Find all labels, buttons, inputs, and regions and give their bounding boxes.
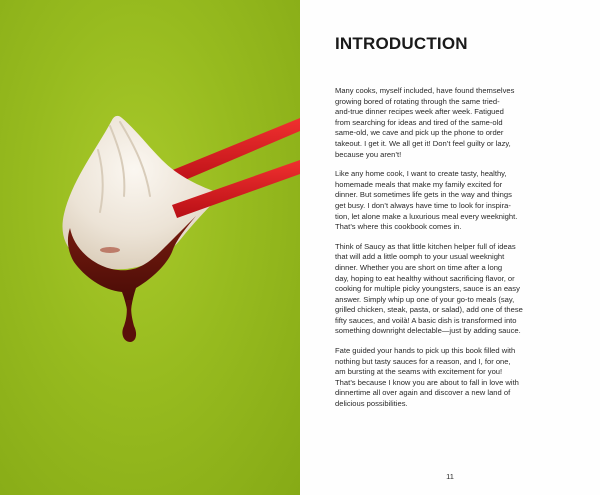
- body-text: [335, 86, 580, 410]
- text-page: [300, 0, 600, 495]
- paragraph-2: Like any home cook, I want to create tasty, healthy, homemade meals that make my family excited for dinner. But sometimes life gets in the way and things get busy. I don’t always have time to look for inspira- tion, let alone make a luxurious meal every weeknight. That’s where this cookbook comes in.: [335, 169, 518, 232]
- paragraph-4: Fate guided your hands to pick up this book filled with nothing but tasty sauces for a reason, and I, for one, am bursting at the seams with excitement for you! That’s because I know you are about to fall in love with dinnertime all over again and discover a new land of delicious possibilities.: [335, 346, 519, 409]
- dumpling: [62, 116, 222, 269]
- sauce-drip: [122, 300, 136, 342]
- page-title: INTRODUCTION: [335, 34, 468, 53]
- page-number: 11: [446, 472, 454, 481]
- paragraph-3: Think of Saucy as that little kitchen helper full of ideas that will add a little oomph to your usual weeknight dinner. Whether you are short on time after a long day, hoping to eat healthy without sacrificing flavor, or cooking for multiple picky youngsters, sauce is an easy answer. Simply whip up one of your go-to meals (say, grilled chicken, steak, pasta, or salad), add one of these fifty sauces, and voilà! A basic dish is transformed into something downright delectable—just by adding sauce.: [335, 241, 523, 336]
- paragraph-1: Many cooks, myself included, have found themselves growing bored of rotating through the same tried- and-true dinner recipes week after week. Fatigued from searching for ideas and tired of the same-old same-old, we cave and pick up the phone to order takeout. I get it. We all get it! Don’t feel guilty or lazy, because you aren’t!: [335, 86, 515, 159]
- sauce-highlight: [100, 247, 120, 253]
